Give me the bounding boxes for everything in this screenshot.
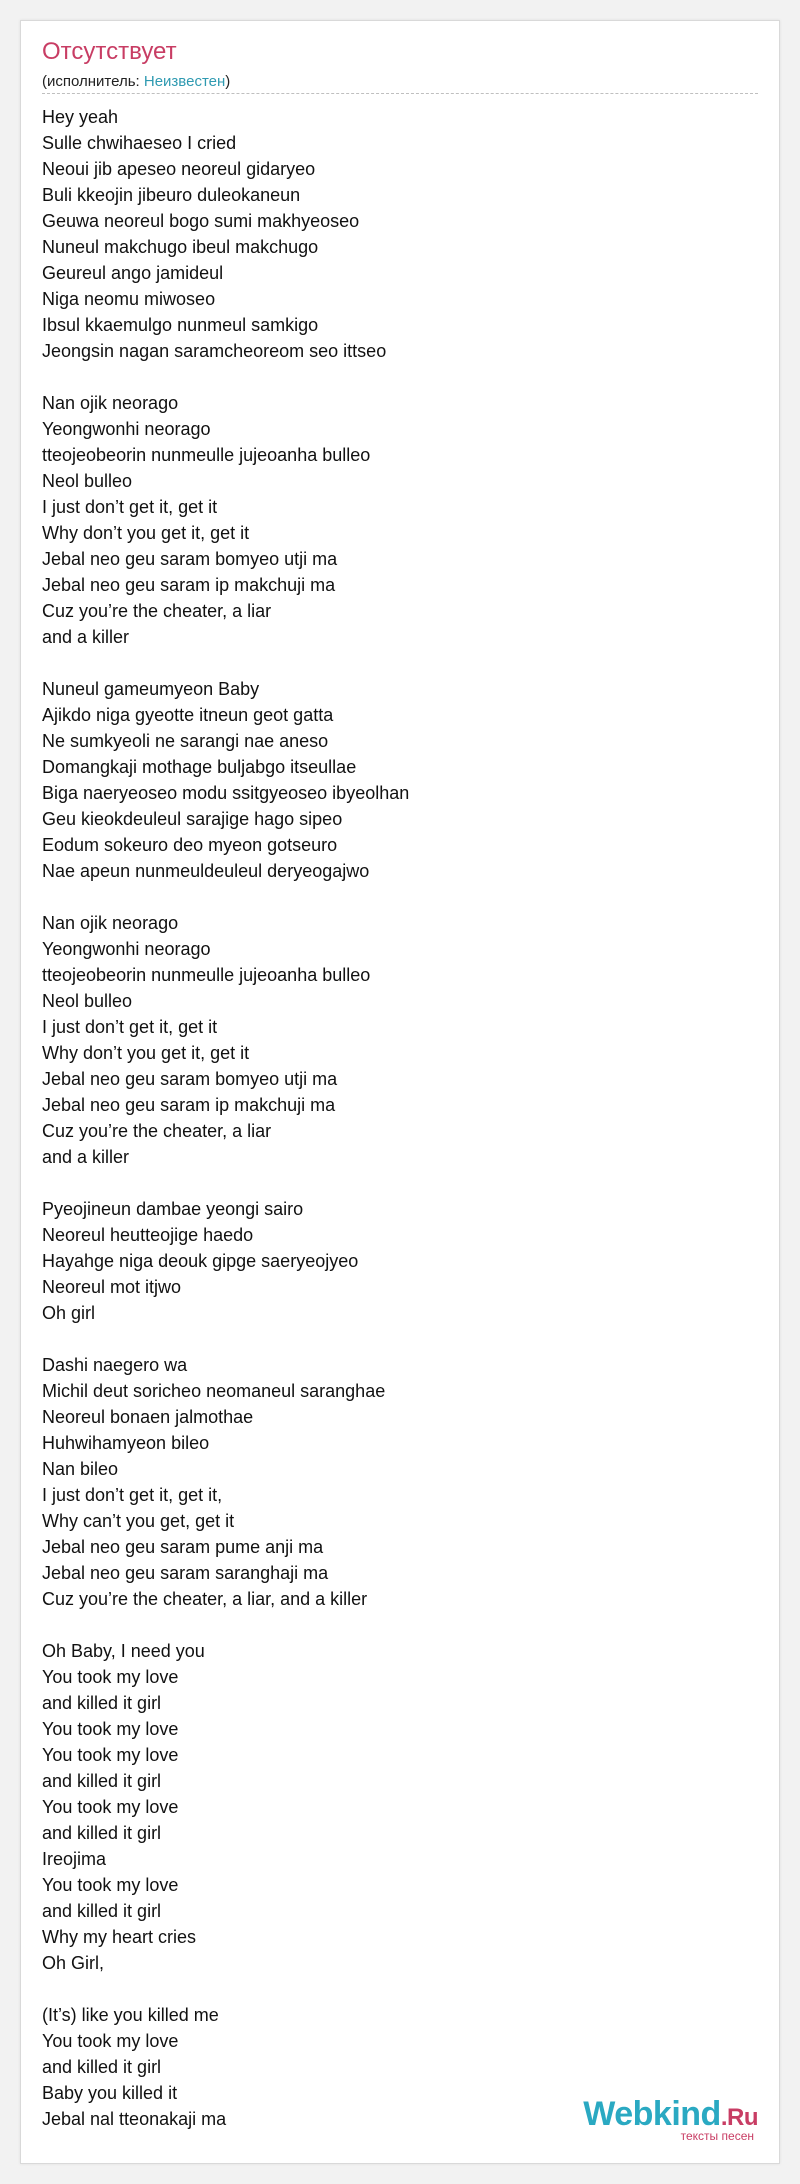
lyric-line: Neol bulleo: [42, 471, 133, 491]
logo-tagline: тексты песен: [680, 2129, 754, 2143]
lyric-line: Sulle chwihaeseo I cried: [42, 133, 237, 153]
lyric-line: Jebal neo geu saram bomyeo utji ma: [42, 549, 338, 569]
lyric-line: I just don’t get it, get it: [42, 1017, 218, 1037]
lyric-line: Jebal neo geu saram ip makchuji ma: [42, 1095, 336, 1115]
lyric-line: Pyeojineun dambae yeongi sairo: [42, 1199, 304, 1219]
lyric-line: Ireojima: [42, 1849, 107, 1869]
artist-link[interactable]: Неизвестен: [143, 73, 226, 90]
lyric-line: Niga neomu miwoseo: [42, 289, 216, 309]
lyric-blank-line: [42, 1170, 742, 1196]
lyric-line: Buli kkeojin jibeuro duleokaneun: [42, 185, 301, 205]
lyric-line: Neol bulleo: [42, 991, 133, 1011]
webkind-logo[interactable]: [583, 2097, 758, 2143]
logo-domain-text: .Ru: [720, 2104, 758, 2131]
title-divider: [42, 93, 758, 94]
lyric-line: Domangkaji mothage buljabgo itseullae: [42, 757, 357, 777]
lyric-line: Jebal neo geu saram saranghaji ma: [42, 1563, 329, 1583]
lyric-line: and killed it girl: [42, 1901, 162, 1921]
lyric-line: You took my love: [42, 1875, 179, 1895]
lyric-line: Jebal neo geu saram bomyeo utji ma: [42, 1069, 338, 1089]
lyric-line: Why don’t you get it, get it: [42, 1043, 250, 1063]
lyric-blank-line: [42, 1976, 742, 2002]
lyric-line: Jebal neo geu saram pume anji ma: [42, 1537, 324, 1557]
lyric-line: Neoui jib apeseo neoreul gidaryeo: [42, 159, 316, 179]
lyric-line: Jeongsin nagan saramcheoreom seo ittseo: [42, 341, 387, 361]
lyric-line: Geu kieokdeuleul sarajige hago sipeo: [42, 809, 343, 829]
lyric-line: and killed it girl: [42, 1823, 162, 1843]
lyric-line: Geuwa neoreul bogo sumi makhyeoseo: [42, 211, 360, 231]
lyric-line: Oh Baby, I need you: [42, 1641, 205, 1661]
lyric-line: You took my love: [42, 2031, 179, 2051]
lyric-line: Ibsul kkaemulgo nunmeul samkigo: [42, 315, 319, 335]
lyric-line: Ne sumkyeoli ne sarangi nae aneso: [42, 731, 329, 751]
lyric-line: Baby you killed it: [42, 2083, 178, 2103]
lyric-line: Why don’t you get it, get it: [42, 523, 250, 543]
artist-prefix: (исполнитель:: [42, 73, 144, 90]
lyric-line: Eodum sokeuro deo myeon gotseuro: [42, 835, 338, 855]
lyric-line: Geureul ango jamideul: [42, 263, 224, 283]
lyric-line: Jebal nal tteonakaji ma: [42, 2109, 227, 2129]
logo-wordmark: [583, 2097, 758, 2131]
lyric-line: Nae apeun nunmeuldeuleul deryeogajwo: [42, 861, 370, 881]
lyric-line: Yeongwonhi neorago: [42, 939, 211, 959]
lyric-line: Nuneul makchugo ibeul makchugo: [42, 237, 319, 257]
lyric-line: Hayahge niga deouk gipge saeryeojyeo: [42, 1251, 359, 1271]
lyric-line: Oh Girl,: [42, 1953, 105, 1973]
lyric-line: Yeongwonhi neorago: [42, 419, 211, 439]
lyric-line: Hey yeah: [42, 107, 119, 127]
lyric-line: Michil deut soricheo neomaneul saranghae: [42, 1381, 386, 1401]
lyric-line: Neoreul mot itjwo: [42, 1277, 182, 1297]
song-title: Отсутствует: [42, 38, 177, 65]
artist-line: [42, 73, 230, 91]
lyric-line: Cuz you’re the cheater, a liar: [42, 1121, 272, 1141]
lyric-line: Oh girl: [42, 1303, 96, 1323]
lyric-line: Dashi naegero wa: [42, 1355, 188, 1375]
lyric-line: and killed it girl: [42, 1693, 162, 1713]
lyric-line: tteojeobeorin nunmeulle jujeoanha bulleo: [42, 965, 371, 985]
lyric-line: Neoreul heutteojige haedo: [42, 1225, 254, 1245]
lyrics-text: [42, 104, 742, 2132]
lyric-line: and a killer: [42, 1147, 130, 1167]
lyric-line: and killed it girl: [42, 2057, 162, 2077]
lyric-line: tteojeobeorin nunmeulle jujeoanha bulleo: [42, 445, 371, 465]
lyric-line: You took my love: [42, 1797, 179, 1817]
lyric-line: I just don’t get it, get it: [42, 497, 218, 517]
lyric-line: Huhwihamyeon bileo: [42, 1433, 210, 1453]
lyric-line: You took my love: [42, 1719, 179, 1739]
lyric-line: Nuneul gameumyeon Baby: [42, 679, 260, 699]
lyric-line: Neoreul bonaen jalmothae: [42, 1407, 254, 1427]
lyric-line: Nan ojik neorago: [42, 393, 179, 413]
lyric-line: Biga naeryeoseo modu ssitgyeoseo ibyeolhan: [42, 783, 410, 803]
lyric-line: Why my heart cries: [42, 1927, 197, 1947]
lyric-line: Nan bileo: [42, 1459, 119, 1479]
lyric-blank-line: [42, 650, 742, 676]
lyric-blank-line: [42, 364, 742, 390]
lyrics-card: [20, 20, 780, 2164]
lyric-blank-line: [42, 884, 742, 910]
lyric-line: Cuz you’re the cheater, a liar: [42, 601, 272, 621]
lyric-line: and a killer: [42, 627, 130, 647]
lyric-line: I just don’t get it, get it,: [42, 1485, 223, 1505]
lyric-line: You took my love: [42, 1745, 179, 1765]
artist-suffix: ): [225, 73, 231, 90]
logo-main-text: Webkind: [583, 2095, 721, 2133]
lyric-line: Ajikdo niga gyeotte itneun geot gatta: [42, 705, 334, 725]
lyric-line: Why can’t you get, get it: [42, 1511, 235, 1531]
lyric-line: Nan ojik neorago: [42, 913, 179, 933]
lyric-blank-line: [42, 1612, 742, 1638]
lyric-line: Cuz you’re the cheater, a liar, and a killer: [42, 1589, 368, 1609]
lyric-blank-line: [42, 1326, 742, 1352]
lyric-line: Jebal neo geu saram ip makchuji ma: [42, 575, 336, 595]
lyric-line: (It’s) like you killed me: [42, 2005, 219, 2025]
lyric-line: and killed it girl: [42, 1771, 162, 1791]
lyric-line: You took my love: [42, 1667, 179, 1687]
